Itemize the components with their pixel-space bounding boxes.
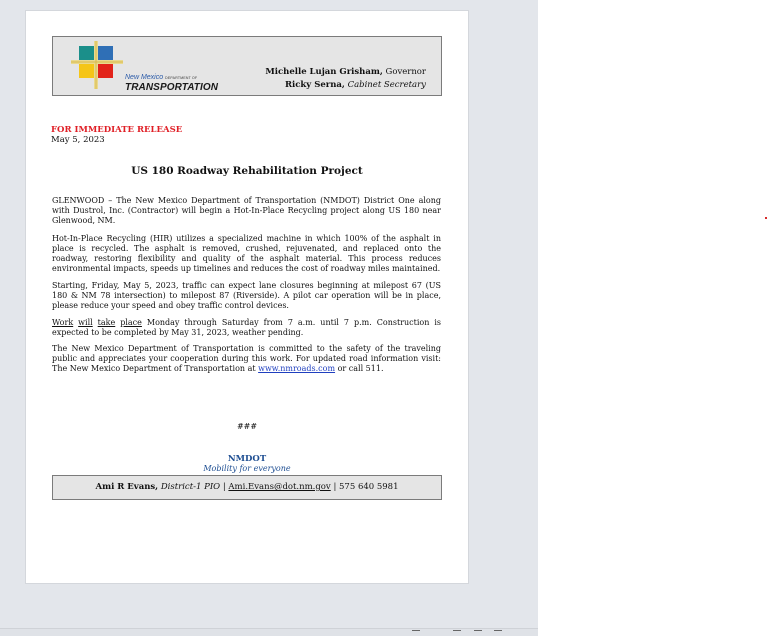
- governor-title: Governor: [385, 67, 426, 77]
- contact-name: Ami R Evans,: [95, 482, 159, 492]
- logo-agency: TRANSPORTATION: [125, 82, 219, 93]
- end-marker: ###: [236, 422, 258, 431]
- safety-text: The New Mexico Department of Transportation is committed to the safety of the traveling public and appreciates your cooperation during this work. For updated road information visit: The New Mexico Department of Transportation at: [52, 344, 441, 373]
- secretary-line: [265, 79, 426, 92]
- contact-email[interactable]: Ami.Evans@dot.nm.gov: [228, 482, 331, 492]
- release-label: FOR IMMEDIATE RELEASE: [51, 125, 183, 135]
- contact-separator: |: [222, 482, 226, 492]
- logo-dept: DEPARTMENT OF: [165, 76, 198, 80]
- nmroads-link[interactable]: www.nmroads.com: [258, 364, 336, 373]
- org-motto: Mobility for everyone: [203, 464, 291, 473]
- paragraph-safety: [52, 344, 441, 374]
- red-marker: [765, 217, 767, 219]
- statusbar-view-icon[interactable]: [412, 630, 420, 636]
- contact-separator: |: [333, 482, 337, 492]
- statusbar-grid-icon[interactable]: [474, 630, 482, 636]
- page-title: US 180 Roadway Rehabilitation Project: [131, 165, 363, 177]
- schedule-text: Monday through Saturday from 7 a.m. until 7 p.m. Construction is expected to be completed by May 31, 2023, weather pending.: [52, 318, 442, 337]
- org-name: NMDOT: [227, 454, 267, 464]
- underlined-word: place: [120, 318, 142, 327]
- secretary-title: Cabinet Secretary: [347, 80, 426, 90]
- governor-name: Michelle Lujan Grisham,: [265, 67, 383, 77]
- nmdot-logo-icon: [71, 41, 123, 89]
- paragraph-intro: GLENWOOD – The New Mexico Department of Transportation (NMDOT) District One along with Dustrol, Inc. (Contractor) will begin a Hot-In-Place Recycling project along US 180 near Glenwood, NM.: [52, 196, 441, 225]
- underlined-word: Work: [52, 318, 74, 327]
- statusbar-zoom-icon[interactable]: [494, 630, 502, 636]
- document-page: [25, 10, 469, 584]
- logo-state: New Mexico: [125, 74, 164, 81]
- statusbar-page-icon[interactable]: [453, 630, 461, 636]
- contact-phone: 575 640 5981: [339, 482, 399, 492]
- governor-line: [265, 66, 426, 79]
- paragraph-closures: Starting, Friday, May 5, 2023, traffic can expect lane closures beginning at milepost 67 (US 180 & NM 78 intersection) to milepost 87 (Riverside). A pilot car operation will be in place, please reduce your speed and obey traffic control devices.: [52, 281, 441, 310]
- right-pane: [538, 0, 768, 635]
- underlined-word: take: [97, 318, 116, 327]
- release-date: May 5, 2023: [51, 135, 105, 145]
- logo-wordmark: [125, 67, 218, 93]
- contact-role: District-1 PIO: [160, 482, 221, 492]
- paragraph-schedule: [52, 318, 441, 338]
- secretary-name: Ricky Serna,: [284, 80, 345, 90]
- underlined-word: will: [78, 318, 93, 327]
- paragraph-hir: Hot-In-Place Recycling (HIR) utilizes a specialized machine in which 100% of the asphalt in place is recycled. The asphalt is removed, crushed, rejuvenated, and replaced onto the roadway, restoring flexibility and quality of the asphalt material. This process reduces environmental impacts, speeds up timelines and reduces the cost of roadway miles maintained.: [52, 234, 441, 273]
- safety-tail: or call 511.: [335, 364, 384, 373]
- letterhead: [52, 36, 442, 96]
- contact-box: [52, 475, 442, 500]
- officials-block: [265, 66, 426, 92]
